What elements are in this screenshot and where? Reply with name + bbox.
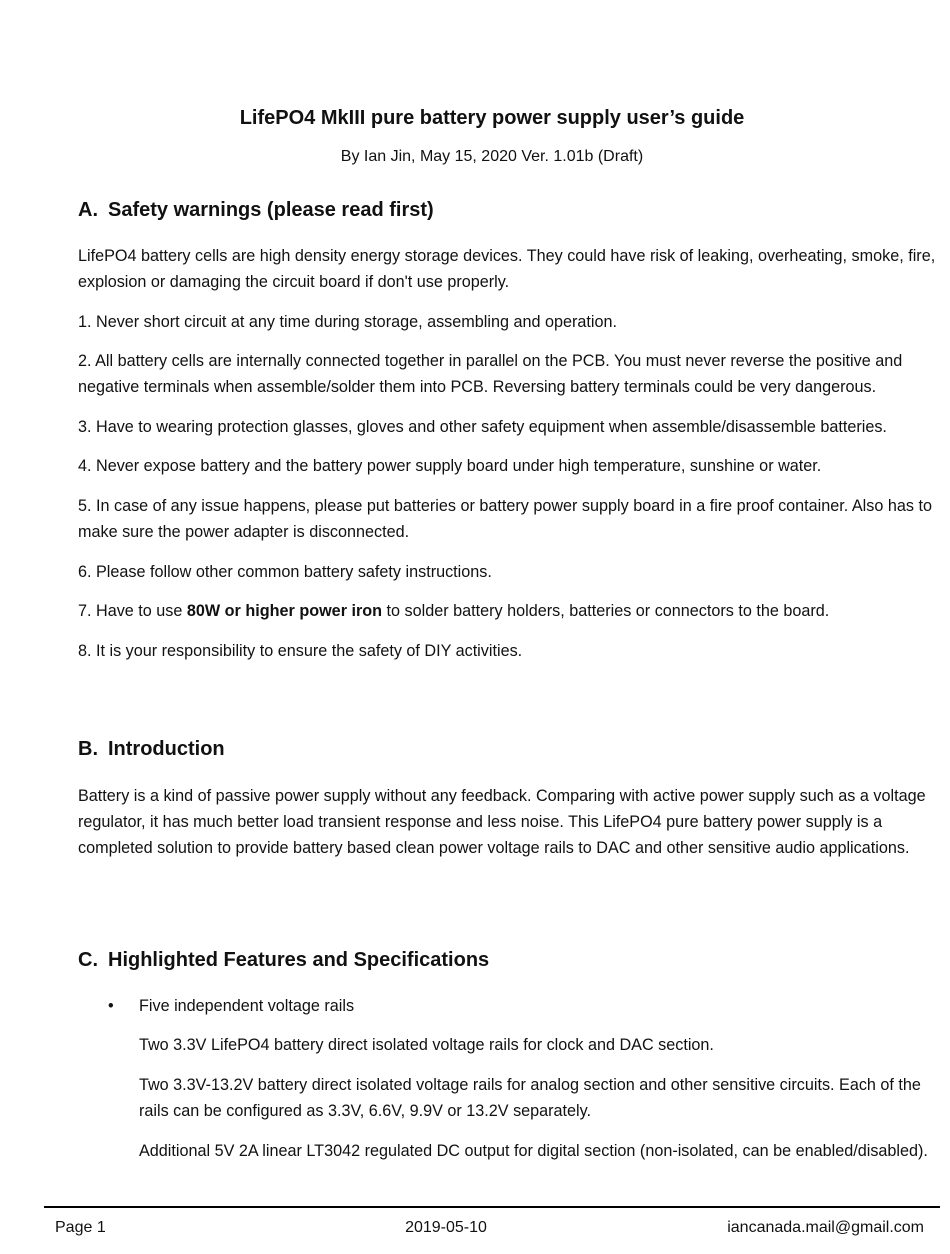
safety-item-2: 2. All battery cells are internally connected together in parallel on the PCB. You must never reverse the positive and negative terminals when assemble/solder them into PCB. Reversing battery terminals could be very dangerous.: [78, 352, 903, 396]
section-b-title: Introduction: [108, 738, 225, 760]
safety-intro-paragraph: LifePO4 battery cells are high density energy storage devices. They could have risk of leaking, overheating, smoke, fire, explosion or damaging the circuit board if don't use properly.: [78, 247, 936, 291]
section-c-title: Highlighted Features and Specifications: [108, 949, 490, 971]
section-b-letter: B.: [78, 738, 98, 760]
document-byline: By Ian Jin, May 15, 2020 Ver. 1.01b (Draft): [340, 148, 644, 165]
bullet-icon: •: [108, 997, 114, 1015]
safety-item-7: [78, 598, 938, 624]
footer-divider: [44, 1206, 940, 1208]
safety-item-6: 6. Please follow other common battery safety instructions.: [78, 563, 492, 581]
safety-item-5: 5. In case of any issue happens, please put batteries or battery power supply board in a fire proof container. Also has to make sure the power adapter is disconnected.: [78, 497, 932, 541]
safety-item-8: 8. It is your responsibility to ensure the safety of DIY activities.: [78, 642, 523, 660]
section-c-letter: C.: [78, 949, 98, 971]
safety-item-7-emphasis: 80W or higher power iron: [186, 602, 383, 620]
section-b-heading: [78, 735, 225, 763]
document-title: LifePO4 MkIII pure battery power supply user’s guide: [239, 107, 745, 129]
feature-detail-1: Two 3.3V LifePO4 battery direct isolated voltage rails for clock and DAC section.: [139, 1036, 714, 1054]
footer-email: iancanada.mail@gmail.com: [727, 1219, 924, 1236]
safety-item-7-end: to solder battery holders, batteries or connectors to the board.: [382, 602, 830, 620]
footer-date: 2019-05-10: [405, 1219, 487, 1236]
feature-bullet-text: Five independent voltage rails: [139, 997, 355, 1015]
section-a-title: Safety warnings (please read first): [108, 199, 434, 221]
section-a-letter: A.: [78, 199, 98, 221]
footer-page-number: Page 1: [55, 1219, 106, 1236]
introduction-paragraph: Battery is a kind of passive power supply without any feedback. Comparing with active power supply such as a voltage regulator, it has much better load transient response and less noise. This LifePO4 pure battery power supply is a completed solution to provide battery based clean power voltage rails to DAC and other sensitive audio applications.: [78, 787, 926, 857]
safety-item-1: 1. Never short circuit at any time during storage, assembling and operation.: [78, 313, 617, 331]
feature-detail-2: Two 3.3V-13.2V battery direct isolated voltage rails for analog section and other sensitive circuits. Each of the rails can be configured as 3.3V, 6.6V, 9.9V or 13.2V separately.: [139, 1076, 921, 1120]
safety-item-3: 3. Have to wearing protection glasses, gloves and other safety equipment when assemble/disassemble batteries.: [78, 418, 887, 436]
section-c-heading: [78, 946, 489, 974]
section-a-heading: [78, 196, 434, 224]
feature-bullet-item: [108, 995, 354, 1017]
feature-detail-3: Additional 5V 2A linear LT3042 regulated DC output for digital section (non-isolated, can be enabled/disabled).: [139, 1142, 928, 1160]
safety-item-7-start: 7. Have to use: [78, 602, 187, 620]
safety-item-4: 4. Never expose battery and the battery power supply board under high temperature, sunshine or water.: [78, 457, 822, 475]
